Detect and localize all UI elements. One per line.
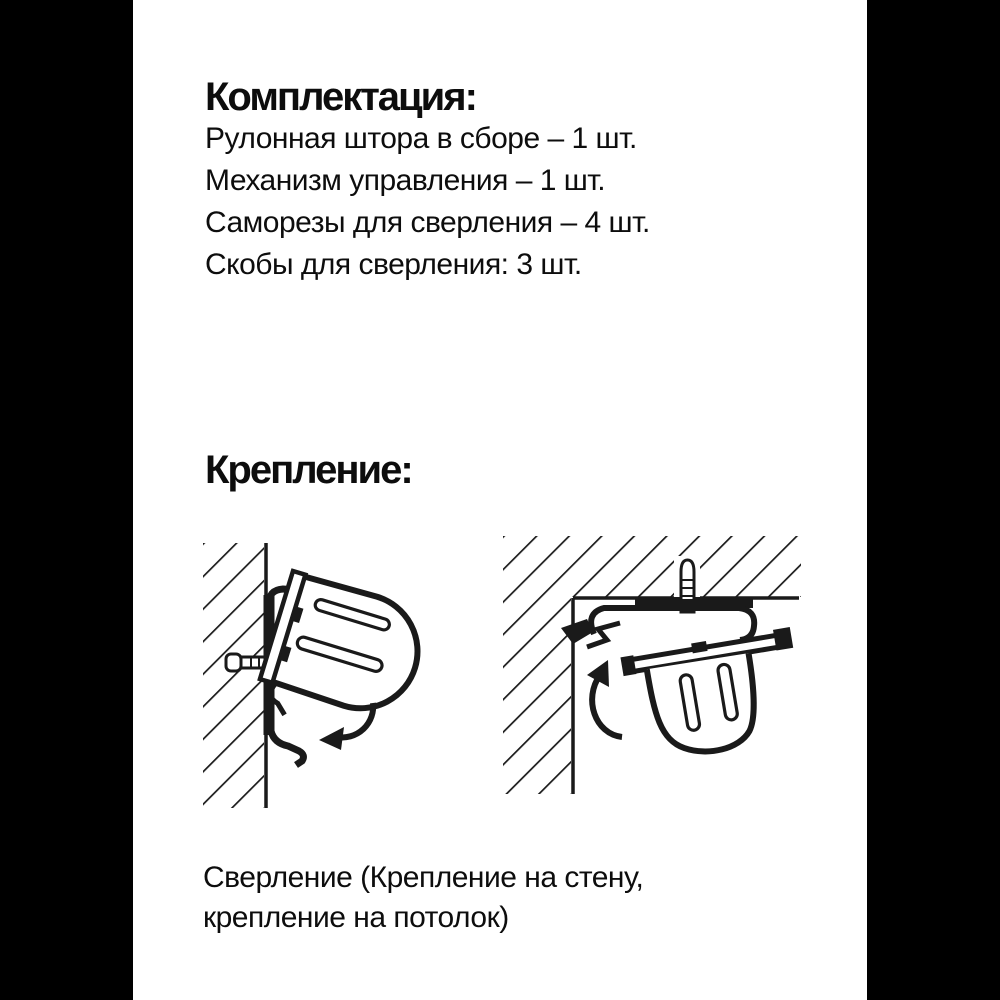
bracket-icon xyxy=(561,599,754,647)
package-item: Рулонная штора в сборе – 1 шт. xyxy=(205,122,637,155)
wall-hatch xyxy=(503,597,571,794)
package-contents-heading: Комплектация: xyxy=(205,75,476,119)
pillarbox-left xyxy=(0,0,133,1000)
roller-cassette-icon xyxy=(252,571,432,747)
pillarbox-right xyxy=(867,0,1000,1000)
instruction-sheet xyxy=(133,0,867,1000)
caption-line: крепление на потолок) xyxy=(203,901,509,934)
ceiling-mount-diagram xyxy=(503,536,803,796)
wall-hatch xyxy=(203,543,264,808)
package-contents-list xyxy=(205,118,650,286)
package-item: Скобы для сверления: 3 шт. xyxy=(205,248,582,281)
drilling-caption xyxy=(203,858,643,938)
mounting-heading: Крепление: xyxy=(205,448,412,492)
ceiling-hatch xyxy=(503,536,801,597)
roller-cassette-icon xyxy=(620,627,803,764)
rotate-arrow-icon xyxy=(587,660,622,737)
package-item: Механизм управления – 1 шт. xyxy=(205,164,606,197)
wall-mount-diagram xyxy=(203,543,443,808)
caption-line: Сверление (Крепление на стену, xyxy=(203,861,644,894)
package-item: Саморезы для сверления – 4 шт. xyxy=(205,206,650,239)
